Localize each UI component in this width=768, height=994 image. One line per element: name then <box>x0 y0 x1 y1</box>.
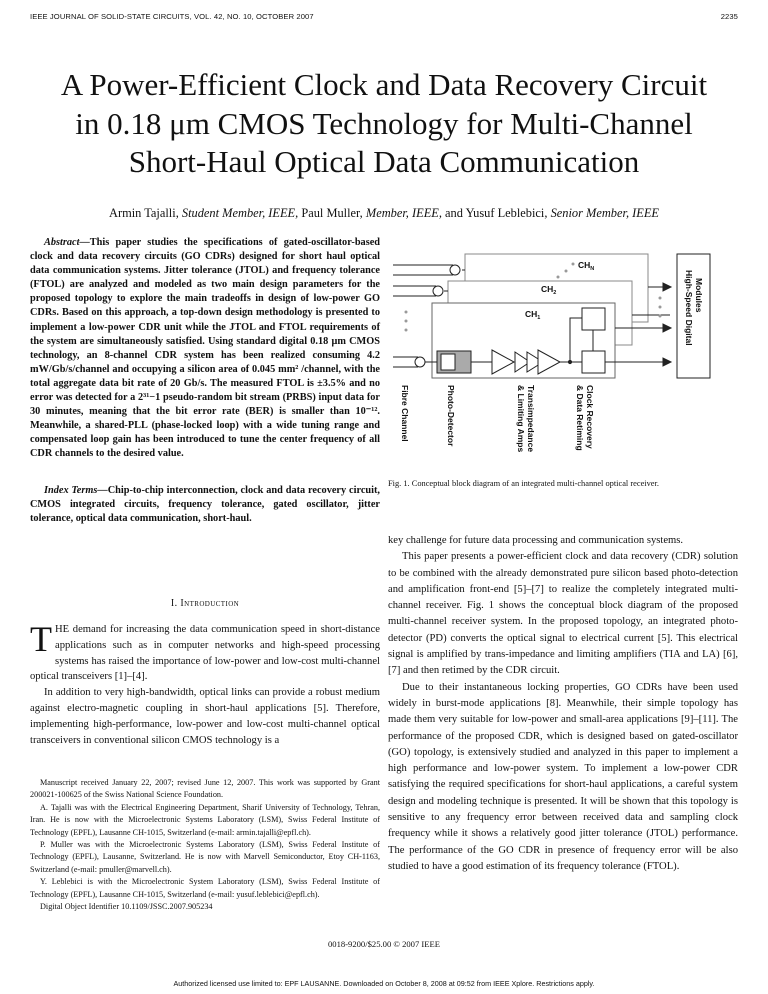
footnote: A. Tajalli was with the Electrical Engineering Department, Sharif University of Technology, Tehran, Iran. He is now with the Microelectronic Systems Laboratory (LSM), Swiss Federal Institute of Technology (EPFL), Lausanne CH-1015, Switzerland (e-mail: armin.tajalli@epfl.ch). <box>30 802 380 837</box>
photo-detector-inner <box>441 354 455 370</box>
channel-2-label: $CH_2$ <box>541 284 557 296</box>
author-name: Paul Muller, <box>301 206 363 220</box>
footnotes <box>30 777 380 913</box>
figure-caption: Fig. 1. Conceptual block diagram of an integrated multi-channel optical receiver. <box>388 479 659 488</box>
footnote: Digital Object Identifier 10.1109/JSSC.2007.905234 <box>40 902 213 912</box>
title-line: Short-Haul Optical Data Communication <box>128 144 640 179</box>
tia-label-line2: & Limiting Amps <box>516 385 526 453</box>
arrow-icons <box>663 283 671 366</box>
channel-n-label: $CH_N$ <box>578 260 595 272</box>
index-terms <box>30 484 380 526</box>
abstract-text: This paper studies the specifications of gated-oscillator-based clock and data recovery circuits (GO CDRs) designed for short haul optical data communication systems. Jitter tolerance (JTOL) and frequency tolerance (FTOL) are analyzed and modeled as two main design parameters for the proposed topology to explore the main tradeoffs in design of low-power GO CDRs. Based on this approach, a top-down design methodology is presented to implement a low-power CDR unit while the JTOL and FTOL requirements of the system are simultaneously satisfied. Using standard digital 0.18 μm CMOS technology, an 8-channel CDR system has been realized consuming 4.2 mW/Gb/s/channel and occupying a silicon area of 0.045 mm² /channel, with the total aggregate data bit rate of 20 Gb/s. The measured FTOL is ±3.5% and no error was detected for a 2³¹−1 pseudo-random bit stream (PRBS) input data for 30 minutes, meaning that the bit error rate (BER) is smaller than 10⁻¹². Meanwhile, a shared-PLL (phase-locked loop) with a wide tuning range and compensated loop gain has been introduced to tune the center frequency of all CDR channels to the desired value. <box>30 237 380 460</box>
author-membership: Member, IEEE, <box>365 206 442 220</box>
tia-label-line1: Transimpedance <box>526 385 536 453</box>
cdr-label-line2: & Data Retiming <box>575 385 585 451</box>
page-number: 2235 <box>720 12 738 21</box>
paragraph: This paper presents a power-efficient clock and data recovery (CDR) solution to be combined with the already demonstrated pure silicon based photo-detection and amplification front-end [5]–[7] to realize the completely integrated multi-channel receiver. Fig. 1 shows the conceptual block diagram of the proposed multi-channel receiver system. In the proposed topology, an integrated photo-detector (PD) converts the optical signal to electrical current [5]. This electrical signal is amplified by trans-impedance and limiting amplifiers (TIA and LA) [6], [7] and then retimed by the CDR circuit. <box>388 551 738 677</box>
drop-cap: T <box>30 619 52 659</box>
abstract-label: Abstract— <box>44 237 90 248</box>
cdr-label-line1: Clock Recovery <box>585 385 595 449</box>
author-conjunction: and <box>445 206 463 220</box>
channel-1-label: $CH_1$ <box>525 309 541 321</box>
fibre-n-end <box>450 265 460 275</box>
section-heading-text: I. Introduction <box>170 598 240 609</box>
introduction-text <box>30 619 380 748</box>
license-notice: Authorized licensed use limited to: EPF LAUSANNE. Downloaded on October 8, 2008 at 09:52 from IEEE Xplore. Restrictions apply. <box>173 979 595 988</box>
paper-title <box>20 66 748 182</box>
title-line: A Power-Efficient Clock and Data Recovery Circuit <box>60 67 708 102</box>
index-terms-text: Chip-to-chip interconnection, clock and data recovery circuit, CMOS integrated circuits, frequency tolerance, gated oscillator, jitter tolerance, optical data communication, short-haul. <box>30 485 380 525</box>
author-list <box>20 206 748 221</box>
fibre-1-end <box>415 357 425 367</box>
running-header: IEEE JOURNAL OF SOLID-STATE CIRCUITS, VOL. 42, NO. 10, OCTOBER 2007 <box>30 12 314 21</box>
modules-label-line1: High-Speed Digital <box>684 270 694 346</box>
data-retiming-block <box>582 351 605 373</box>
right-column-text <box>388 533 738 875</box>
abstract <box>30 236 380 462</box>
figure-block-diagram <box>385 240 735 470</box>
photo-detector-label: Photo-Detector <box>446 385 456 447</box>
footnote: Y. Leblebici is with the Microelectronic System Laboratory (LSM), Swiss Federal Institute of Technology (EPFL), Lausanne CH-1015, Switzerland (e-mail: yusuf.leblebici@epfl.ch). <box>30 877 380 899</box>
title-line: in 0.18 μm CMOS Technology for Multi-Channel <box>75 105 693 141</box>
author-membership: Senior Member, IEEE <box>550 206 659 220</box>
section-heading <box>30 598 380 609</box>
paragraph: Due to their instantaneous locking properties, GO CDRs have been used widely in burst-mode applications [8]. Meanwhile, their simple topology has made them very suitable for low-power and small-area applications [9]–[11]. The performance of the proposed CDR, which is designed based on gated-oscillator (GO) topology, is extensively studied and analyzed in this paper to implement a high performance and low-power system. To implement a low-power CDR satisfying the required specifications for short-haul applications, a careful system design and modeling technique is presented. It will be shown that this topology is sensitive to any frequency error between received data and sampling clock frequency while it shows a relatively good jitter tolerance (JTOL) performance. The performance of the GO CDR in presence of frequency error will be also studied to have a good estimation of its frequency tolerance (FTOL). <box>388 681 738 872</box>
paragraph: key challenge for future data processing and communication systems. <box>388 535 684 546</box>
footnote: Manuscript received January 22, 2007; revised June 12, 2007. This work was supported by Grant 200021-100625 of the Swiss National Science Foundation. <box>30 778 380 800</box>
paragraph: In addition to very high-bandwidth, optical links can provide a robust medium against electro-magnetic coupling in short-haul applications [5]. Therefore, implementing high-performance, low-power and low-cost multi-channel optical transceivers in conventional silicon CMOS technology is a <box>30 687 380 746</box>
index-terms-label: Index Terms— <box>44 485 108 496</box>
modules-label-line2: Modules <box>694 278 704 313</box>
fibre-channel-label: Fibre Channel <box>400 385 410 442</box>
paragraph: HE demand for increasing the data communication speed in short-distance applications such as in computer networks and high-speed processing systems has raised the importance of low-power and low-cost multi-channel optical transceivers [1]–[4]. <box>30 624 380 683</box>
copyright-line: 0018-9200/$25.00 © 2007 IEEE <box>327 939 441 949</box>
author-membership: Student Member, IEEE, <box>181 206 299 220</box>
author-name: Yusuf Leblebici, <box>465 206 548 220</box>
author-name: Armin Tajalli, <box>109 206 179 220</box>
clock-recovery-block <box>582 308 605 330</box>
fibre-2-end <box>433 286 443 296</box>
footnote: P. Muller was with the Microelectronic Systems Laboratory (LSM), Swiss Federal Institute of Technology (EPFL), Lausanne, Switzerland. He is now with Marvell Semiconductor, Etoy CH-1163, Switzerland (e-mail: pmuller@marvell.ch). <box>30 840 380 874</box>
